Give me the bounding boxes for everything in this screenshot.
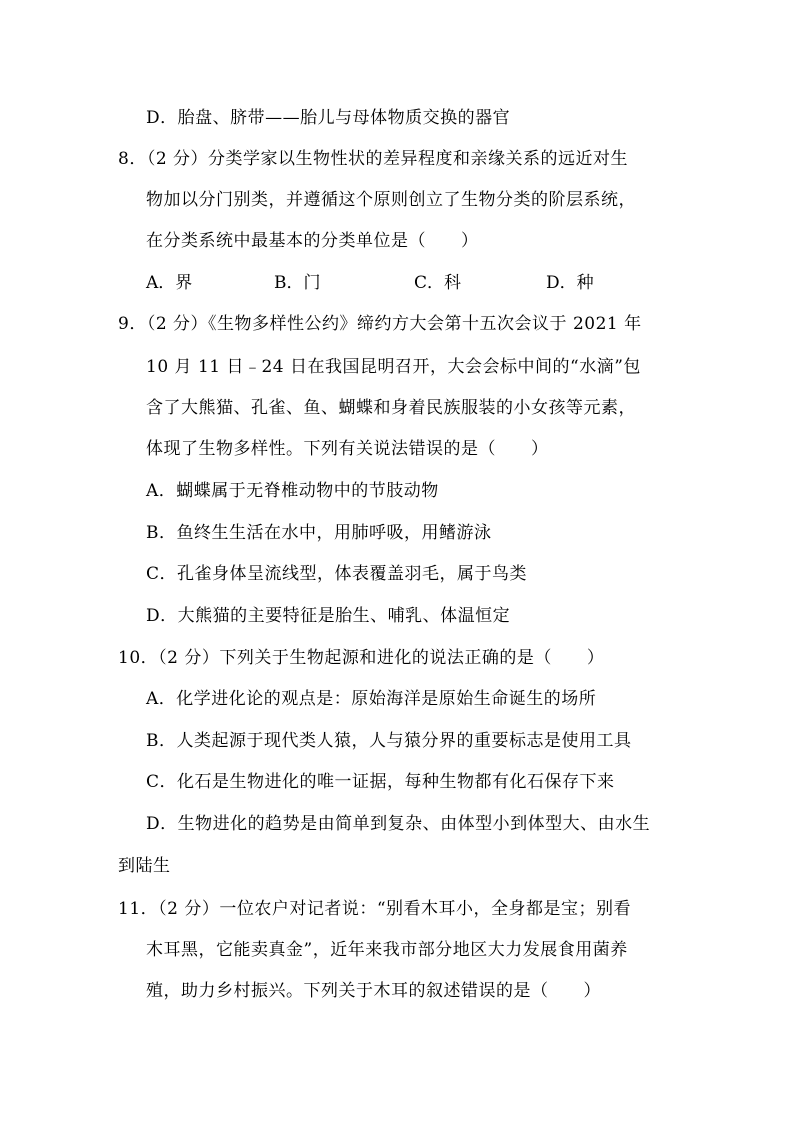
q7-option-d: D．胎盘、脐带——胎儿与母体物质交换的器官: [146, 108, 511, 128]
q10-option-c: C．化石是生物进化的唯一证据，每种生物都有化石保存下来: [146, 772, 615, 792]
q10-option-a: A．化学进化论的观点是：原始海洋是原始生命诞生的场所: [146, 689, 597, 709]
q8-stem-line-3: 在分类系统中最基本的分类单位是（ ）: [146, 231, 479, 251]
q9-stem-line-3: 含了大熊猫、孔雀、鱼、蝴蝶和身着民族服装的小女孩等元素，: [146, 398, 636, 418]
q8-options: [146, 272, 626, 294]
q9-option-a: A．蝴蝶属于无脊椎动物中的节肢动物: [146, 481, 439, 501]
q9-stem-line-4: 体现了生物多样性。下列有关说法错误的是（ ）: [146, 439, 549, 459]
q9-option-c: C．孔雀身体呈流线型，体表覆盖羽毛，属于鸟类: [146, 564, 528, 584]
q8-option-c: C．科: [414, 273, 462, 293]
q11-stem-line-3: 殖，助力乡村振兴。下列关于木耳的叙述错误的是（ ）: [146, 981, 601, 1001]
q10-stem: 10．（2 分）下列关于生物起源和进化的说法正确的是（ ）: [118, 648, 605, 668]
q10-option-d-line-2: 到陆生: [118, 856, 171, 876]
q8-stem-line-2: 物加以分门别类，并遵循这个原则创立了生物分类的阶层系统，: [146, 190, 636, 210]
q9-stem-line-2: 10 月 11 日﹣24 日在我国昆明召开，大会会标中间的“水滴”包: [146, 357, 641, 377]
q10-option-d-line-1: D．生物进化的趋势是由简单到复杂、由体型小到体型大、由水生: [146, 814, 651, 834]
q8-option-b: B．门: [274, 273, 321, 293]
q9-stem-line-1: 9．（2 分）《生物多样性公约》缔约方大会第十五次会议于 2021 年: [118, 314, 642, 334]
q9-option-b: B．鱼终生生活在水中，用肺呼吸，用鳍游泳: [146, 523, 492, 543]
q9-option-d: D．大熊猫的主要特征是胎生、哺乳、体温恒定: [146, 606, 511, 626]
q10-option-b: B．人类起源于现代类人猿，人与猿分界的重要标志是使用工具: [146, 731, 632, 751]
q11-stem-line-2: 木耳黑，它能卖真金”，近年来我市部分地区大力发展食用菌养: [146, 940, 628, 960]
q11-stem-line-1: 11．（2 分）一位农户对记者说：“别看木耳小，全身都是宝；别看: [118, 899, 632, 919]
q8-option-d: D．种: [546, 273, 594, 293]
q8-option-a: A．界: [146, 273, 193, 293]
q8-stem-line-1: 8．（2 分）分类学家以生物性状的差异程度和亲缘关系的远近对生: [118, 149, 629, 169]
